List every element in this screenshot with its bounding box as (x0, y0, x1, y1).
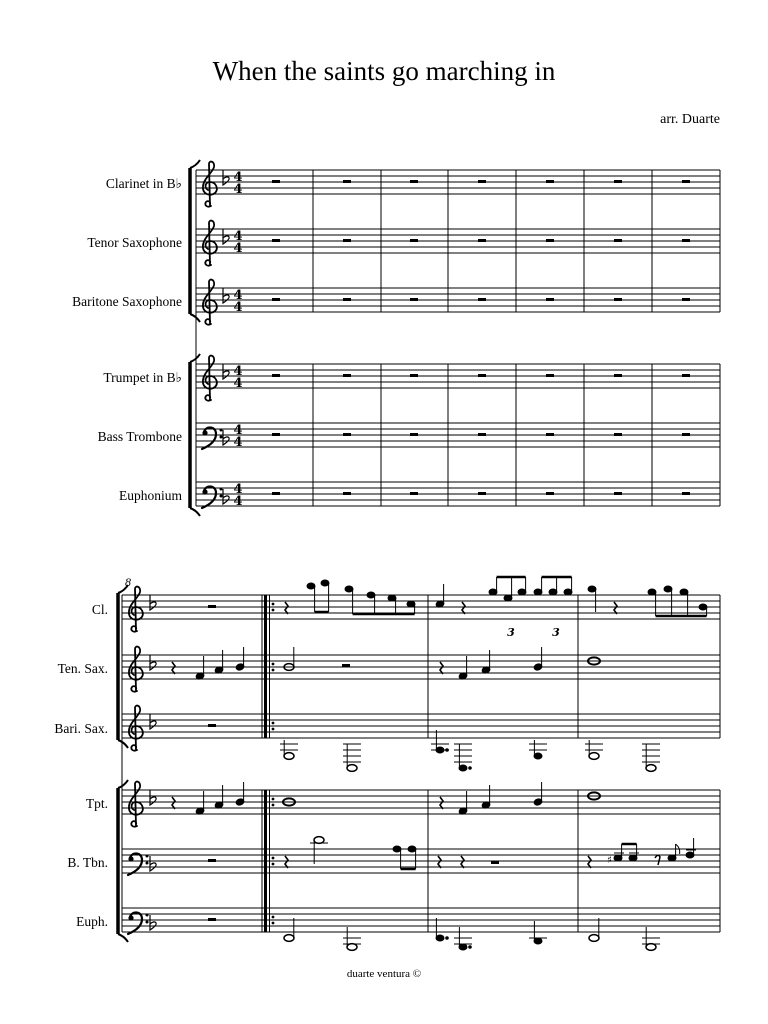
flat-icon (223, 229, 229, 244)
svg-text:4: 4 (233, 300, 243, 315)
instrument-abbr-clarinet: Cl. (91, 602, 108, 617)
system-1 (190, 160, 720, 516)
svg-text:4: 4 (233, 288, 243, 303)
instrument-name-euphonium: Euphonium (119, 488, 182, 503)
bass-clef-icon (128, 913, 149, 935)
score-title: When the saints go marching in (212, 56, 556, 86)
treble-clef-icon (129, 782, 143, 827)
instrument-abbr-trumpet: Tpt. (85, 796, 108, 811)
svg-text:4: 4 (233, 364, 243, 379)
svg-text:4: 4 (233, 423, 243, 438)
flat-icon (150, 915, 156, 930)
flat-icon (150, 595, 156, 610)
svg-text:♯: ♯ (607, 855, 612, 866)
treble-clef-icon (203, 162, 217, 207)
bass-clef-icon (202, 428, 223, 450)
notes-euph (284, 918, 660, 950)
flat-icon (150, 790, 156, 805)
staff-ten-sax (122, 655, 720, 679)
treble-clef-icon (203, 280, 217, 325)
notes-tpt (283, 782, 600, 815)
flat-icon (223, 288, 229, 303)
svg-text:4: 4 (233, 482, 243, 497)
flat-icon (223, 489, 229, 504)
instrument-name-baritone-sax: Baritone Saxophone (72, 294, 182, 309)
instrument-abbr-baritone-sax: Bari. Sax. (54, 721, 108, 736)
flat-icon (223, 364, 229, 379)
notes-ten-sax (284, 647, 600, 680)
flat-icon (150, 856, 156, 871)
flat-icon (150, 714, 156, 729)
instrument-abbr-tenor-sax: Ten. Sax. (57, 661, 108, 676)
copyright-footer: duarte ventura © (346, 968, 422, 980)
instrument-name-tenor-sax: Tenor Saxophone (87, 235, 182, 250)
arranger-credit: arr. Duarte (660, 112, 720, 127)
time-signature (233, 170, 242, 509)
tuplet-marks (507, 626, 560, 639)
svg-text:4: 4 (233, 494, 243, 509)
svg-text:4: 4 (233, 182, 243, 197)
system-2 (118, 577, 720, 950)
svg-text:4: 4 (233, 435, 243, 450)
staff-tpt (122, 790, 720, 814)
svg-text:4: 4 (233, 170, 243, 185)
svg-text:4: 4 (233, 229, 243, 244)
treble-clef-icon (203, 356, 217, 401)
flat-icon (150, 655, 156, 670)
measure-number: 8 (125, 575, 131, 589)
svg-text:3: 3 (507, 626, 515, 639)
notes-ten-sax-m8 (172, 647, 245, 680)
treble-clef-icon (129, 706, 143, 751)
repeat-start-barline (264, 595, 274, 932)
svg-text:4: 4 (233, 376, 243, 391)
flat-icon (223, 430, 229, 445)
notes-bari-sax (280, 730, 660, 771)
instrument-name-trumpet: Trumpet in B♭ (103, 370, 182, 385)
instrument-name-clarinet: Clarinet in B♭ (105, 176, 182, 191)
instrument-abbr-bass-trombone: B. Tbn. (67, 855, 108, 870)
treble-clef-icon (203, 221, 217, 266)
notes-b-tbn (285, 837, 696, 869)
whole-rests (272, 180, 690, 495)
svg-text:4: 4 (233, 241, 243, 256)
flat-icon (223, 170, 229, 185)
treble-clef-icon (129, 587, 143, 632)
notes-tpt-m8 (172, 782, 245, 815)
bass-clef-icon (128, 854, 149, 876)
notes-cl (285, 577, 707, 616)
treble-clef-icon (129, 647, 143, 692)
svg-text:3: 3 (552, 626, 560, 639)
instrument-abbr-euphonium: Euph. (76, 914, 108, 929)
instrument-name-bass-trombone: Bass Trombone (97, 429, 182, 444)
bass-clef-icon (202, 487, 223, 509)
